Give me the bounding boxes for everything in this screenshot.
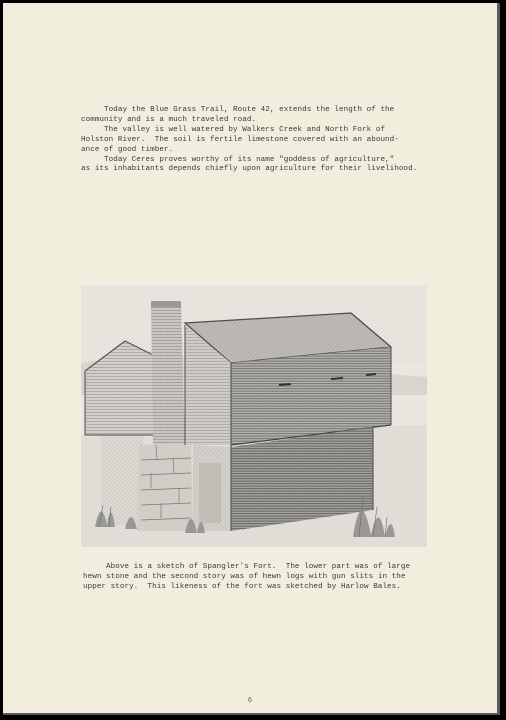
intro-line: The valley is well watered by Walkers Creek and North Fork of <box>81 125 386 134</box>
intro-paragraphs <box>81 106 426 175</box>
intro-line: Today the Blue Grass Trail, Route 42, extends the length of the <box>81 106 395 114</box>
page-number: 6 <box>247 697 253 705</box>
caption-line: Above is a sketch of Spangler's Fort. The lower part was of large <box>83 563 411 571</box>
intro-line: as its inhabitants depends chiefly upon agriculture for their livelihood. <box>81 165 418 174</box>
caption-line: upper story. This likeness of the fort was sketched by Harlow Bales. <box>83 582 401 591</box>
sketch-caption <box>83 563 428 593</box>
intro-line: Today Ceres proves worthy of its name "goddess of agriculture," <box>81 155 395 164</box>
log-fort-sketch-icon <box>81 285 427 547</box>
intro-line: Holston River. The soil is fertile limestone covered with an abound- <box>81 135 399 144</box>
document-page <box>3 3 500 715</box>
intro-line: ance of good timber. <box>81 145 174 154</box>
caption-line: hewn stone and the second story was of hewn logs with gun slits in the <box>83 572 406 581</box>
fort-sketch-illustration <box>81 285 427 547</box>
intro-line: community and is a much traveled road. <box>81 115 257 124</box>
